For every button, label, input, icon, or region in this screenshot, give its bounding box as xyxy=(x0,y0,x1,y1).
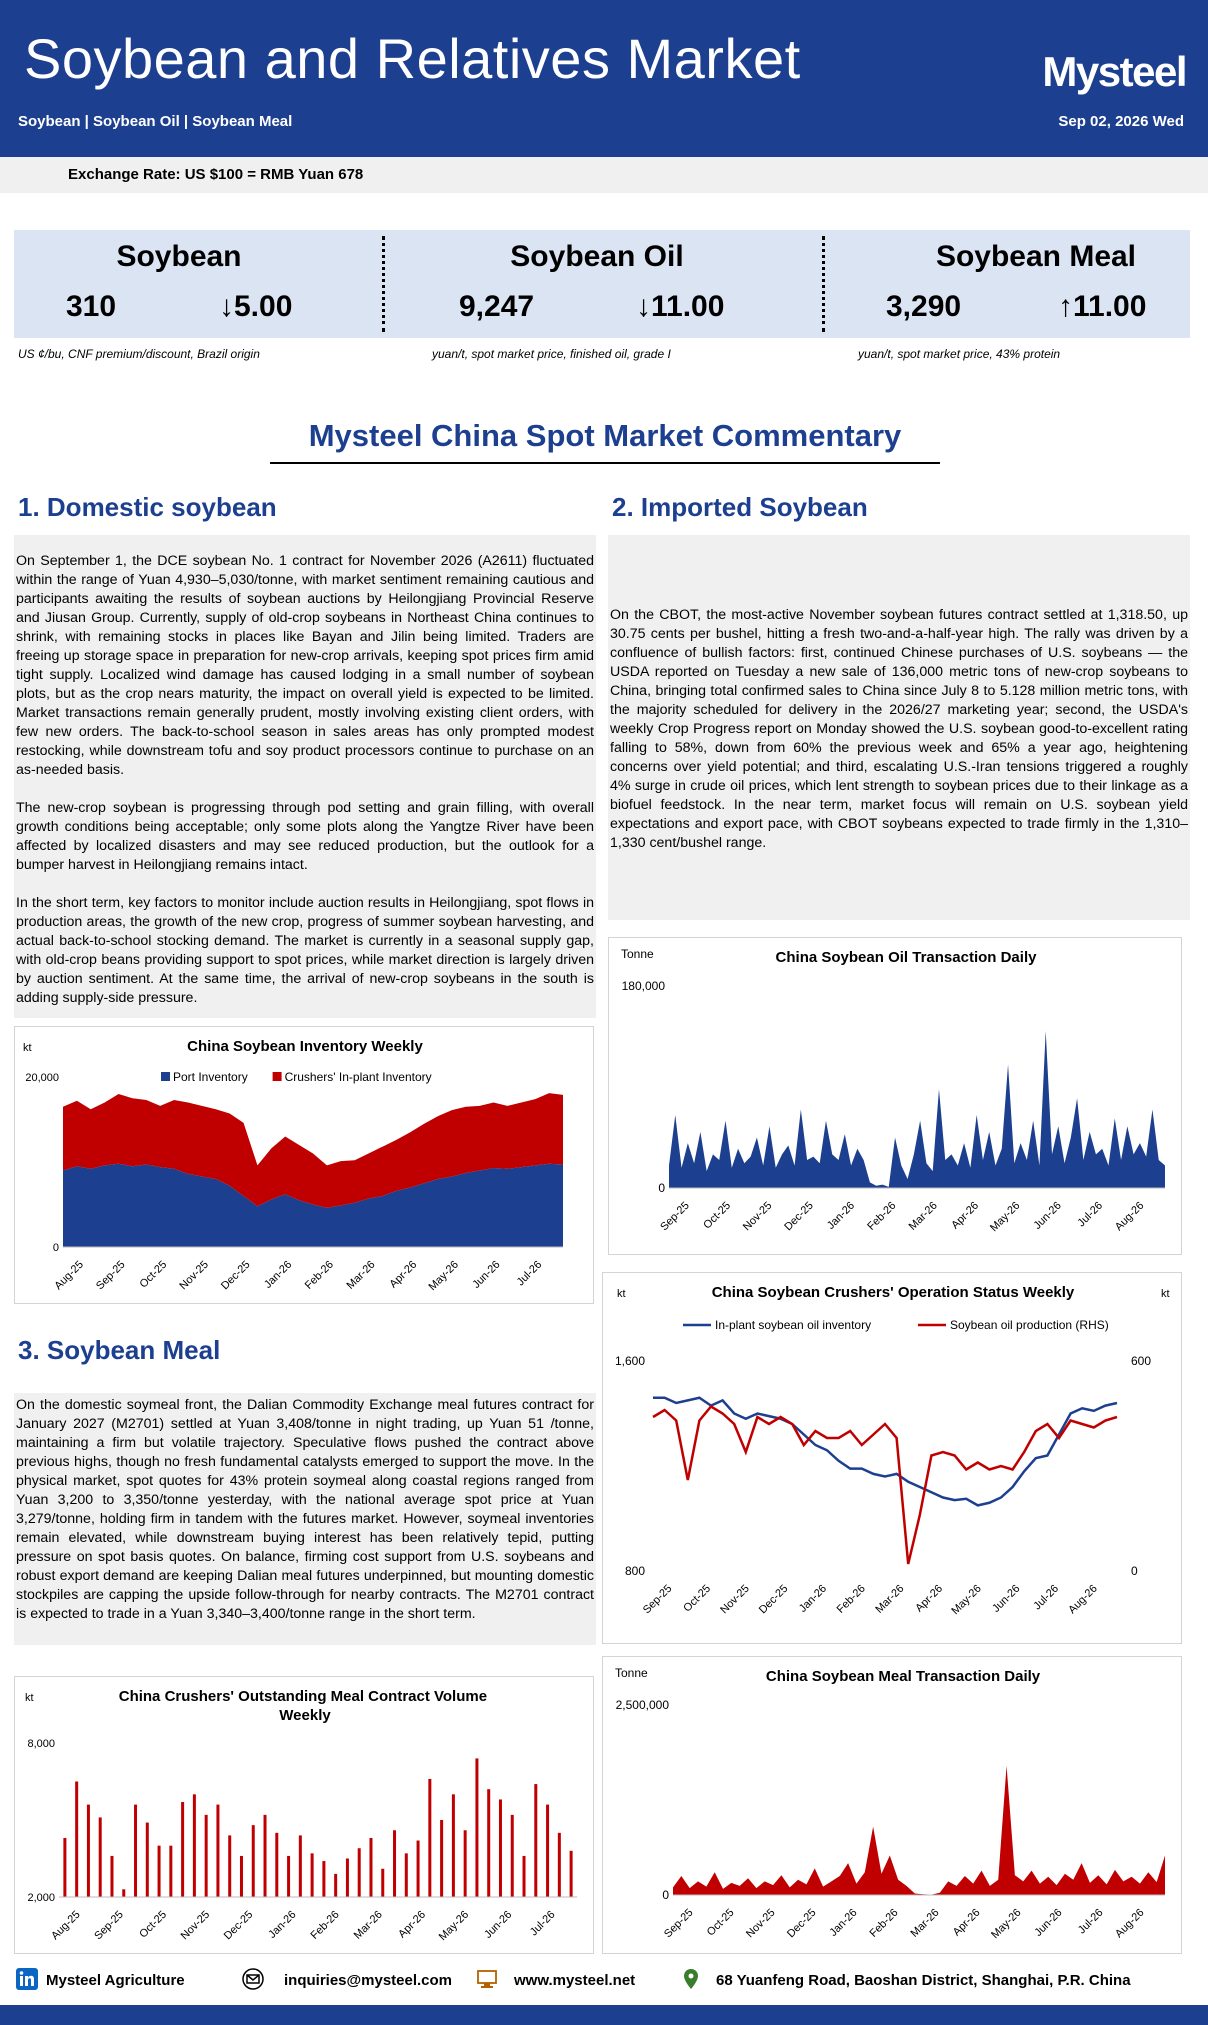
y-tick-label: 0 xyxy=(52,1242,59,1254)
address: 68 Yuanfeng Road, Baoshan District, Shanghai, P.R. China xyxy=(716,1972,1131,1989)
price-change: ↓11.00 xyxy=(636,290,725,323)
bar xyxy=(134,1805,137,1897)
paragraph: In the short term, key factors to monitor include auction results in Heilongjiang, spot flows in production areas, the growth of the new crop, progress of summer soybean harvesting, and actual back-to-school stocking demand. The market is currently in a seasonal supply gap, with old-crop beans providing support to spot prices, while market direction is largely driven by auction sentiment. At the same time, the arrival of new-crop soybeans in the south is adding supply-side pressure. xyxy=(16,895,594,1006)
series-area xyxy=(673,1766,1165,1895)
bar xyxy=(487,1789,490,1897)
y-tick-label: 8,000 xyxy=(27,1738,55,1750)
bar xyxy=(322,1861,325,1897)
y2-tick-label: 0 xyxy=(1131,1564,1138,1578)
email-link[interactable]: inquiries@mysteel.com xyxy=(284,1972,453,1989)
x-tick-label: Jul-26 xyxy=(1075,1199,1106,1230)
page-subtitle: Soybean | Soybean Oil | Soybean Meal xyxy=(18,113,293,130)
bar xyxy=(216,1805,219,1897)
bar xyxy=(240,1856,243,1897)
x-tick-label: Mar-26 xyxy=(351,1908,385,1942)
bar xyxy=(275,1833,278,1897)
bar xyxy=(346,1859,349,1898)
bar xyxy=(110,1856,113,1897)
price-panel xyxy=(14,230,1190,338)
chart-oil-transaction-svg xyxy=(609,938,1183,1256)
section-meal-title: 3. Soybean Meal xyxy=(18,1335,221,1365)
chart-meal-transaction xyxy=(602,1656,1182,1954)
x-tick-label: Aug-25 xyxy=(49,1908,83,1943)
bar xyxy=(452,1794,455,1897)
x-tick-label: Nov-25 xyxy=(177,1258,211,1293)
x-tick-label: Dec-25 xyxy=(219,1258,253,1293)
x-tick-label: Feb-26 xyxy=(308,1908,342,1942)
price-soybean-oil xyxy=(388,230,838,338)
bar xyxy=(181,1802,184,1897)
x-tick-label: Apr-26 xyxy=(913,1582,946,1615)
divider xyxy=(382,236,385,332)
x-tick-label: Apr-26 xyxy=(949,1199,982,1232)
x-tick-label: Nov-25 xyxy=(740,1199,775,1234)
y-unit-label: Tonne xyxy=(615,1666,648,1680)
legend-swatch xyxy=(161,1072,170,1081)
exchange-rate: Exchange Rate: US $100 = RMB Yuan 678 xyxy=(68,166,364,183)
bar xyxy=(158,1846,161,1897)
bar xyxy=(228,1835,231,1897)
x-tick-label: Jun-26 xyxy=(990,1582,1023,1615)
x-tick-label: Dec-25 xyxy=(756,1582,791,1617)
price-change: ↓5.00 xyxy=(219,290,293,323)
x-tick-label: Dec-25 xyxy=(221,1908,256,1943)
y-tick-label: 800 xyxy=(624,1564,645,1578)
price-soybean xyxy=(14,230,344,338)
price-name: Soybean Meal xyxy=(935,240,1137,273)
legend-label: In-plant soybean oil inventory xyxy=(715,1318,872,1332)
computer-icon xyxy=(476,1968,498,1990)
x-tick-label: Mar-26 xyxy=(908,1906,942,1940)
price-value: 310 xyxy=(66,290,117,323)
x-tick-label: Oct-25 xyxy=(701,1199,734,1232)
linkedin-icon[interactable] xyxy=(16,1968,38,1990)
x-tick-label: Feb-26 xyxy=(834,1582,868,1616)
chart-title: China Soybean Meal Transaction Daily xyxy=(765,1668,1041,1685)
bar xyxy=(75,1782,78,1898)
price-change: ↑11.00 xyxy=(1058,290,1147,323)
bar xyxy=(358,1848,361,1897)
x-tick-label: Jan-26 xyxy=(796,1582,830,1615)
x-tick-label: Oct-25 xyxy=(681,1582,714,1615)
x-tick-label: Nov-25 xyxy=(744,1906,778,1941)
chart-meal-contract xyxy=(14,1676,594,1954)
bar xyxy=(334,1874,337,1897)
y-tick-label: 0 xyxy=(662,1888,669,1902)
price-soybean-meal xyxy=(826,230,1190,338)
bar xyxy=(393,1830,396,1897)
bar xyxy=(122,1889,125,1897)
bar xyxy=(464,1830,467,1897)
price-name: Soybean Oil xyxy=(510,240,684,273)
chart-inventory xyxy=(14,1026,594,1304)
chart-title: China Soybean Inventory Weekly xyxy=(187,1038,423,1055)
chart-meal-contract-svg xyxy=(15,1677,595,1955)
x-tick-label: Jan-26 xyxy=(824,1199,858,1232)
x-tick-label: Jul-26 xyxy=(514,1258,545,1289)
x-tick-label: Jan-26 xyxy=(266,1908,299,1941)
bar xyxy=(499,1799,502,1897)
x-tick-label: Jan-26 xyxy=(827,1906,860,1939)
bar xyxy=(63,1838,66,1897)
x-tick-label: Jun-26 xyxy=(482,1908,515,1941)
x-tick-label: Apr-26 xyxy=(950,1906,983,1939)
chart-inventory-svg xyxy=(15,1027,595,1305)
bar xyxy=(511,1815,514,1897)
bar xyxy=(534,1784,537,1897)
mysteel-logo: Mysteel xyxy=(1042,48,1186,95)
y-unit-label-right: kt xyxy=(1161,1288,1170,1300)
x-tick-label: Jul-26 xyxy=(527,1908,558,1939)
price-value: 9,247 xyxy=(459,290,535,323)
price-value: 3,290 xyxy=(886,290,962,323)
x-tick-label: Aug-26 xyxy=(1113,1906,1147,1941)
x-tick-label: Aug-26 xyxy=(1066,1582,1100,1617)
paragraph: On the domestic soymeal front, the Dalian Commodity Exchange meal futures contract for January 2027 (M2701) settled at Yuan 3,408/tonne in night trading, up Yuan 51 /tonne, maintaining a firm but volatile trajectory. Speculative flows pushed the contract above previous highs, though no fresh fundamental catalysts emerged to support the move. In the physical market, spot quotes for 43% protein soymeal along coastal regions ranged from Yuan 3,200 to 3,350/tonne yesterday, with the national average spot price at Yuan 3,279/tonne, holding firm in tandem with the futures market. However, soymeal inventories remain elevated, while downstream buying interest has been relatively tepid, putting pressure on spot basis quotes. On balance, firming cost support from U.S. soybeans and robust export demand are keeping Dalian meal futures underpinned, but mounting domestic stockpiles are capping the upside follow-through for nearby contracts. The M2701 contract is expected to trade in a Yuan 3,340–3,400/tonne range in the short term. xyxy=(16,1397,594,1622)
y-tick-label: 20,000 xyxy=(25,1072,59,1084)
bar xyxy=(287,1856,290,1897)
series-area xyxy=(669,1031,1165,1188)
legend-label: Soybean oil production (RHS) xyxy=(950,1318,1109,1332)
x-tick-label: Sep-25 xyxy=(94,1258,128,1293)
x-tick-label: Oct-25 xyxy=(137,1258,170,1291)
y-tick-label: 0 xyxy=(658,1181,665,1195)
commentary-underline xyxy=(270,462,940,464)
page-title: Soybean and Relatives Market xyxy=(24,27,801,90)
y-unit-label: kt xyxy=(25,1692,34,1704)
bar xyxy=(252,1825,255,1897)
x-tick-label: Dec-25 xyxy=(782,1199,816,1234)
bar xyxy=(146,1823,149,1897)
legend-label: Port Inventory xyxy=(173,1070,248,1084)
bar xyxy=(311,1853,314,1897)
commentary-title: Mysteel China Spot Market Commentary xyxy=(308,418,902,453)
x-tick-label: Sep-25 xyxy=(658,1199,692,1234)
bar xyxy=(299,1835,302,1897)
x-tick-label: Aug-26 xyxy=(1112,1199,1147,1234)
email-icon xyxy=(242,1968,264,1990)
bar xyxy=(570,1851,573,1897)
exchange-rate-bar xyxy=(0,157,1208,193)
y-unit-label: kt xyxy=(23,1042,32,1054)
x-tick-label: Mar-26 xyxy=(906,1199,940,1233)
chart-title: China Crushers' Outstanding Meal Contract Volume Weekly xyxy=(118,1688,492,1724)
y-unit-label: Tonne xyxy=(621,947,654,961)
price-name: Soybean xyxy=(116,240,242,273)
bar xyxy=(381,1869,384,1897)
bar xyxy=(546,1805,549,1897)
x-tick-label: Jul-26 xyxy=(1031,1582,1062,1613)
chart-crushers xyxy=(602,1272,1182,1644)
paragraph: On the CBOT, the most-active November soybean futures contract settled at 1,318.50, up 30.75 cents per bushel, hitting a fresh two-and-a-half-year high. The rally was driven by a confluence of bullish factors: first, continued Chinese purchases of U.S. soybeans — the USDA reported on Tuesday a new sale of 136,000 metric tons of new-crop soybeans to China, bringing total confirmed sales to China since July 8 to 5.128 million metric tons, with the majority scheduled for delivery in the 2026/27 marketing year; second, the USDA's weekly Crop Progress report on Monday showed the U.S. soybean good-to-excellent rating falling to 58%, down from 60% the previous week and 65% a year ago, heightening concerns over yield potential; and third, escalating U.S.-Iran tensions triggered a roughly 4% surge in crude oil prices, which lent strength to soybean prices due to their linkage as a biofuel feedstock. In the near term, market focus will remain on U.S. soybean yield expectations and export pace, with CBOT soybeans expected to trade firmly in the 1,310–1,330 cent/bushel range. xyxy=(610,607,1188,851)
section-domestic-text xyxy=(14,535,596,1018)
chart-title: China Soybean Oil Transaction Daily xyxy=(775,949,1037,966)
bar xyxy=(523,1856,526,1897)
location-pin-icon xyxy=(680,1968,702,1990)
bar xyxy=(417,1841,420,1897)
section-imported-title: 2. Imported Soybean xyxy=(612,492,868,522)
x-tick-label: Apr-26 xyxy=(396,1908,429,1941)
x-tick-label: Jul-26 xyxy=(1075,1906,1106,1937)
section-imported-text xyxy=(608,535,1190,920)
x-tick-label: Apr-26 xyxy=(387,1258,420,1291)
x-tick-label: Nov-25 xyxy=(718,1582,752,1617)
y-unit-label-left: kt xyxy=(617,1288,626,1300)
x-tick-label: Sep-25 xyxy=(92,1908,126,1943)
x-tick-label: Feb-26 xyxy=(302,1258,336,1292)
bar xyxy=(193,1794,196,1897)
y-tick-label: 2,500,000 xyxy=(615,1698,669,1712)
chart-meal-transaction-svg xyxy=(603,1657,1183,1955)
section-meal-text xyxy=(14,1393,596,1645)
x-tick-label: Nov-25 xyxy=(178,1908,213,1943)
price-note-soybean-oil: yuan/t, spot market price, finished oil, grade I xyxy=(432,347,671,361)
x-tick-label: Dec-25 xyxy=(785,1906,819,1941)
x-tick-label: Jun-26 xyxy=(1031,1199,1064,1232)
x-tick-label: Feb-26 xyxy=(865,1199,899,1233)
bar xyxy=(87,1805,90,1897)
bar xyxy=(475,1758,478,1897)
y-tick-label: 1,600 xyxy=(614,1354,645,1368)
x-tick-label: Mar-26 xyxy=(344,1258,378,1292)
section-domestic-title: 1. Domestic soybean xyxy=(18,492,277,522)
x-tick-label: May-26 xyxy=(426,1258,461,1294)
x-tick-label: Feb-26 xyxy=(867,1906,901,1940)
bar xyxy=(428,1779,431,1897)
chart-title: China Soybean Crushers' Operation Status Weekly xyxy=(711,1284,1075,1301)
x-tick-label: Jun-26 xyxy=(1032,1906,1065,1939)
bar xyxy=(169,1846,172,1897)
x-tick-label: May-26 xyxy=(988,1199,1023,1235)
bar xyxy=(99,1817,102,1897)
y2-tick-label: 600 xyxy=(1131,1354,1152,1368)
website-link[interactable]: www.mysteel.net xyxy=(514,1972,636,1989)
bar xyxy=(558,1833,561,1897)
x-tick-label: Oct-25 xyxy=(137,1908,170,1941)
bar xyxy=(264,1815,267,1897)
legend-swatch xyxy=(273,1072,282,1081)
price-note-soybean: US ¢/bu, CNF premium/discount, Brazil origin xyxy=(18,347,260,361)
paragraph: The new-crop soybean is progressing through pod setting and grain filling, with overall growth conditions being acceptable; only some plots along the Yangtze River have been affected by localized disasters and may see reduced production, but the outlook for a bumper harvest in Heilongjiang remains intact. xyxy=(16,800,594,873)
divider xyxy=(822,236,825,332)
x-tick-label: Aug-25 xyxy=(52,1258,86,1293)
x-tick-label: Jun-26 xyxy=(470,1258,503,1291)
paragraph: On September 1, the DCE soybean No. 1 contract for November 2026 (A2611) fluctuated within the range of Yuan 4,930–5,030/tonne, with market sentiment remaining cautious and participants awaiting the results of soybean auctions by Heilongjiang Provincial Reserve and Jiusan Group. Currently, supply of old-crop soybeans in Northeast China continues to shrink, with remaining stocks in places like Bayan and Jilin being limited. Traders are freeing up storage space in preparation for new-crop arrivals, keeping spot prices firm amid tight supply. Localized wind damage has caused lodging in a small number of soybean plots, but as the crop nears maturity, the impact on overall yield is expected to be limited. Market transactions remain generally prudent, mostly involving existing client orders, with few new orders. The back-to-school season in sales areas has only prompted modest restocking, while downstream tofu and soy product processors continue to purchase on an as-needed basis. xyxy=(16,553,594,778)
price-note-soybean-meal: yuan/t, spot market price, 43% protein xyxy=(858,347,1061,361)
chart-oil-transaction xyxy=(608,937,1182,1255)
footer xyxy=(0,1962,1208,2002)
legend-label: Crushers' In-plant Inventory xyxy=(284,1070,432,1084)
y-tick-label: 180,000 xyxy=(621,979,665,993)
y-tick-label: 2,000 xyxy=(27,1892,55,1904)
bar xyxy=(205,1815,208,1897)
bar xyxy=(440,1820,443,1897)
x-tick-label: Mar-26 xyxy=(873,1582,907,1616)
header-banner xyxy=(0,0,1208,157)
x-tick-label: Sep-25 xyxy=(640,1582,675,1617)
x-tick-label: May-26 xyxy=(989,1906,1024,1942)
chart-crushers-svg xyxy=(603,1273,1183,1645)
x-tick-label: May-26 xyxy=(949,1582,984,1618)
footer-bar xyxy=(0,2005,1208,2025)
series-line-soybean-oil-production-rhs- xyxy=(653,1407,1117,1565)
x-tick-label: Sep-25 xyxy=(662,1906,696,1941)
x-tick-label: May-26 xyxy=(436,1908,472,1944)
x-tick-label: Oct-25 xyxy=(704,1906,737,1939)
bar xyxy=(405,1853,408,1897)
linkedin-link[interactable]: Mysteel Agriculture xyxy=(46,1972,185,1989)
bar xyxy=(369,1838,372,1897)
report-date: Sep 02, 2026 Wed xyxy=(1058,113,1184,130)
x-tick-label: Jan-26 xyxy=(262,1258,295,1291)
